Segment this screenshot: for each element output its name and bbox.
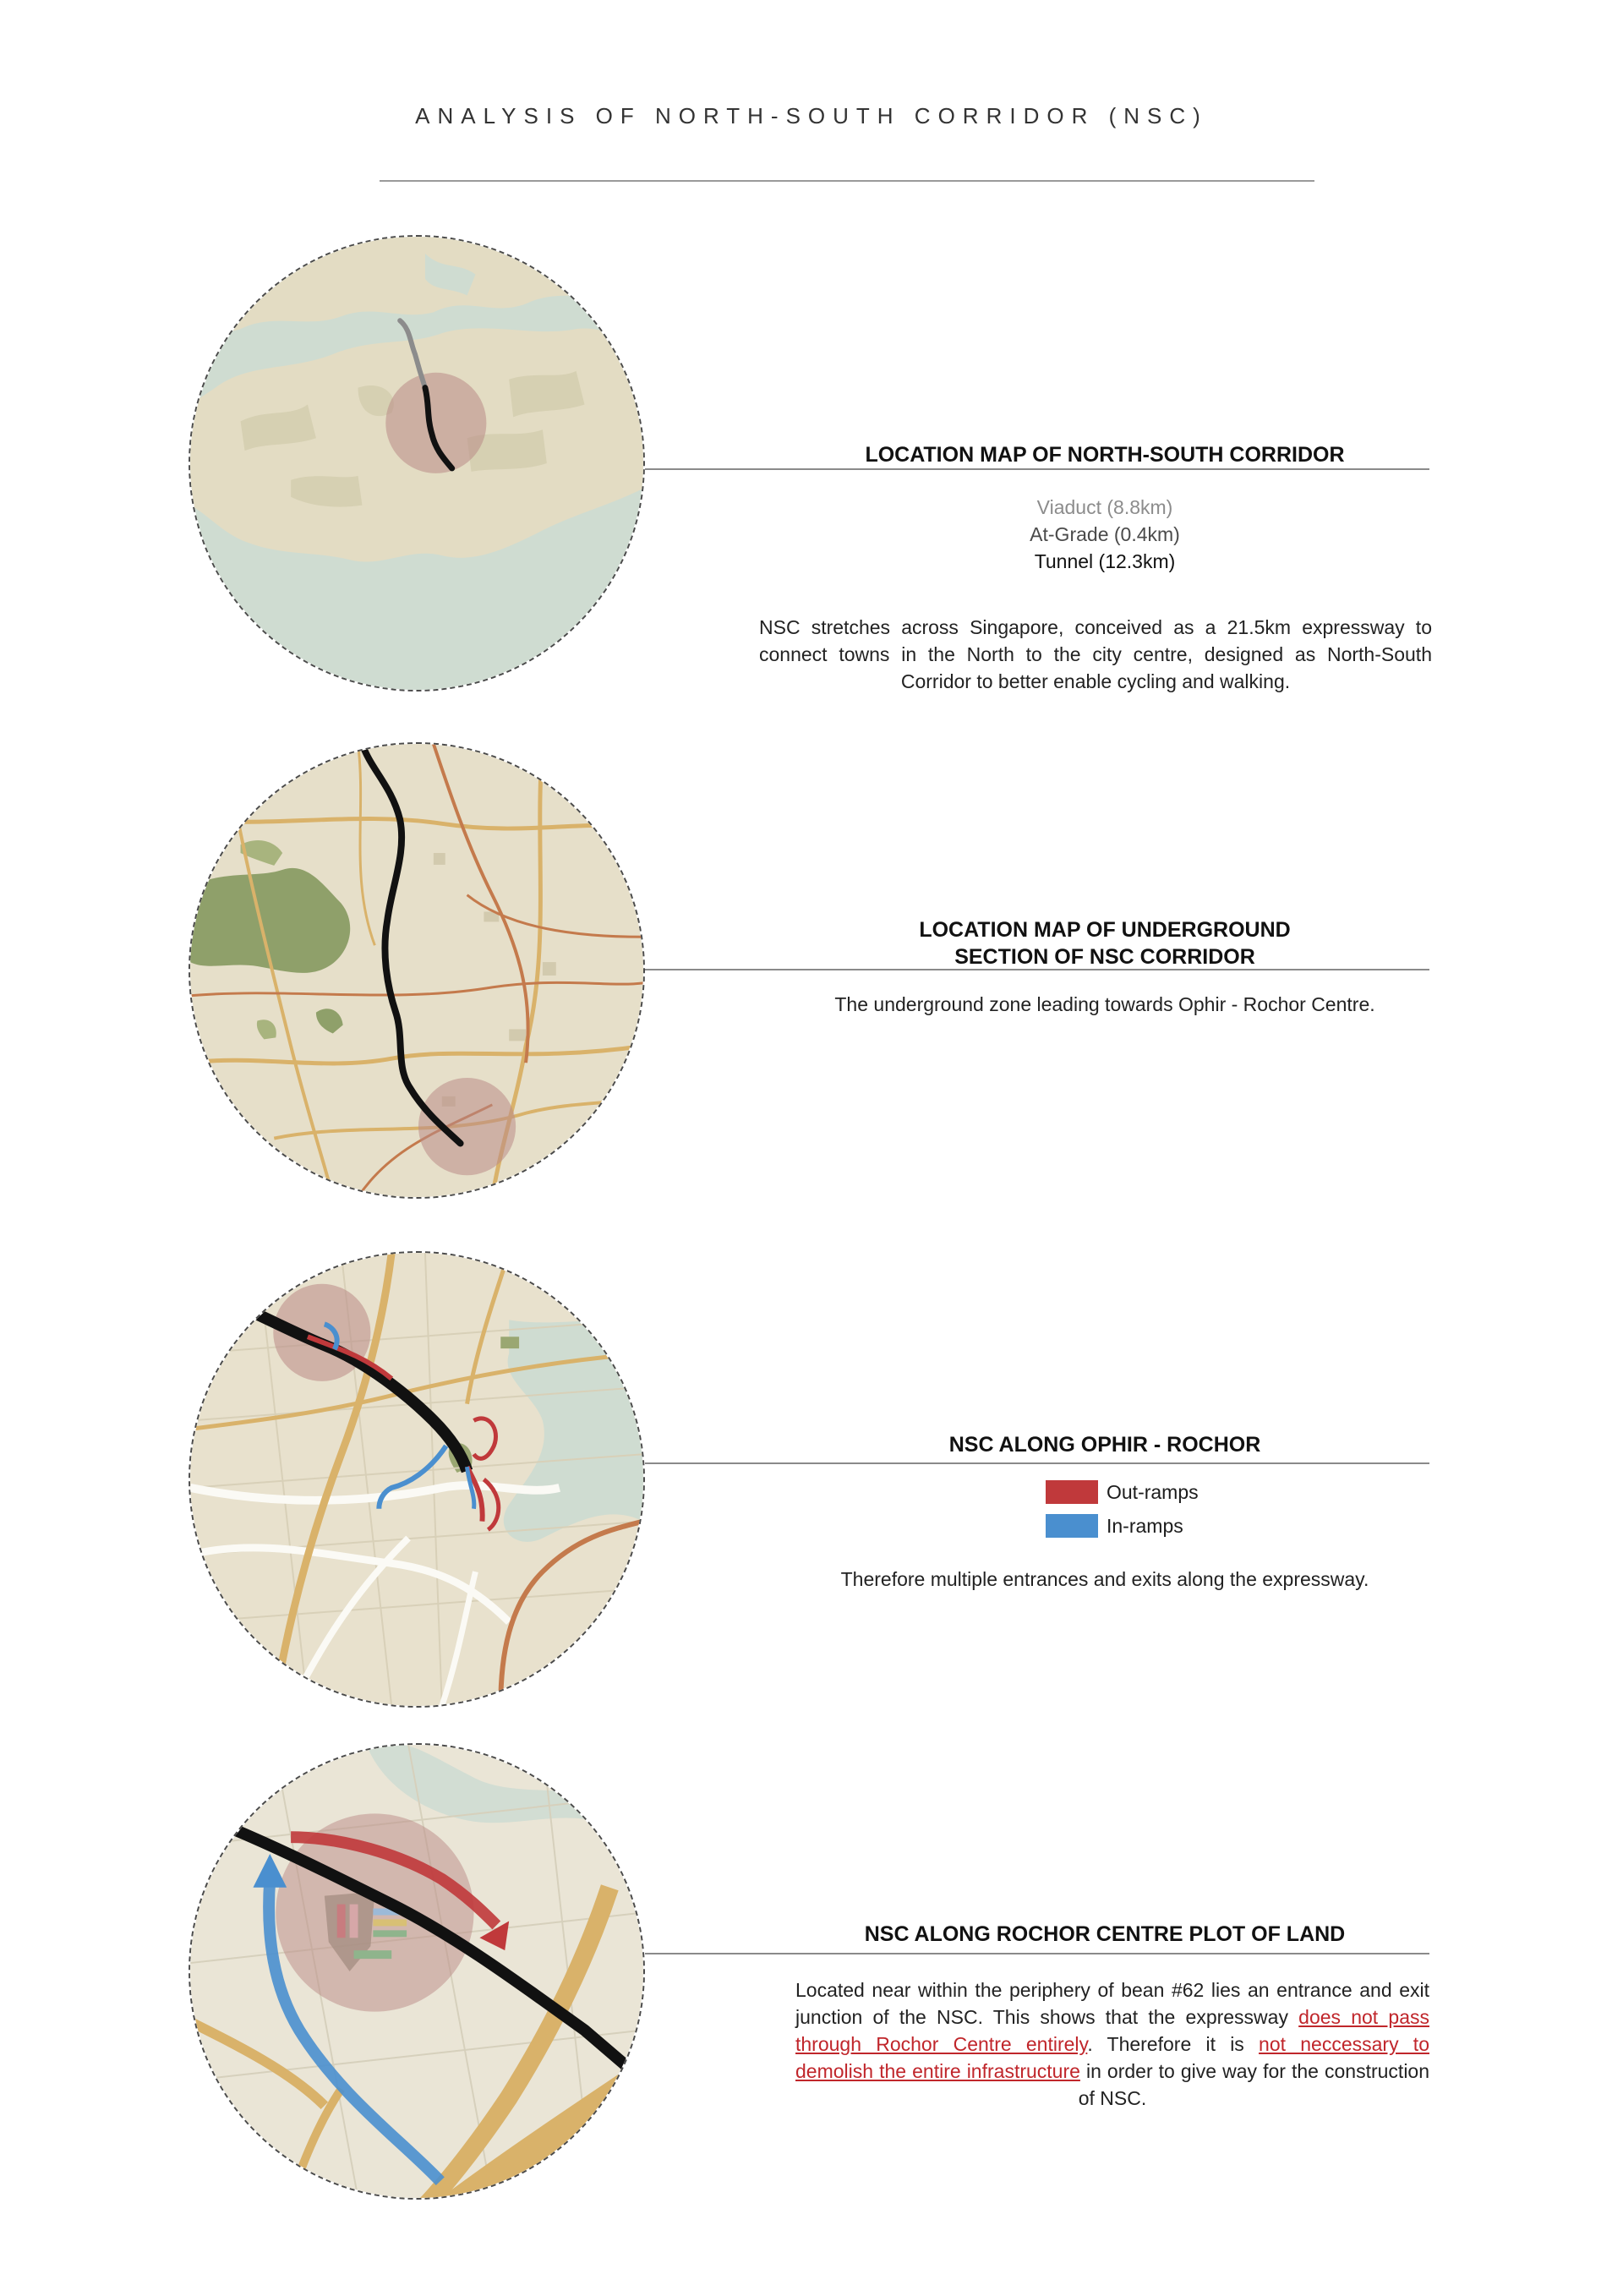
section-1-body: NSC stretches across Singapore, conceived as a 21.5km expressway to connect towns in the North to the city centre, designed as North-South Corridor to better enable cycling and walking. [759, 616, 1432, 692]
section-4-body-part-5: in order to give way for the construction of NSC. [1078, 2060, 1430, 2109]
legend-swatch-in-ramps [1046, 1514, 1098, 1538]
legend-label-out-ramps: Out-ramps [1107, 1480, 1199, 1503]
map-underground-section [189, 742, 645, 1199]
segment-at-grade: At-Grade (0.4km) [1030, 523, 1180, 545]
section-1-segment-list [750, 494, 1460, 575]
leader-line-1 [645, 468, 1429, 470]
legend-in-ramps [1046, 1514, 1183, 1538]
section-4-body-part-3: . Therefore it is [1087, 2033, 1260, 2055]
legend-label-in-ramps: In-ramps [1107, 1514, 1183, 1537]
section-4-body [795, 1976, 1429, 2112]
map-rochor-centre-plot [189, 1743, 645, 2200]
section-3-heading: NSC ALONG OPHIR - ROCHOR [948, 1433, 1261, 1457]
leader-line-4 [645, 1953, 1429, 1954]
leader-line-3 [645, 1462, 1429, 1464]
segment-tunnel: Tunnel (12.3km) [1034, 550, 1176, 572]
section-3-body: Therefore multiple entrances and exits along the expressway. [840, 1568, 1369, 1590]
section-4-body-part-1: Located near within the periphery of bean #62 lies an entrance and exit junction of the NSC. This shows that the expressway [795, 1979, 1429, 2028]
page-title: ANALYSIS OF NORTH-SOUTH CORRIDOR (NSC) [415, 103, 1208, 128]
map-ophir-rochor [189, 1251, 645, 1708]
section-2-heading [750, 916, 1460, 970]
legend-out-ramps [1046, 1480, 1199, 1504]
section-2-heading-line-1: LOCATION MAP OF UNDERGROUND [919, 918, 1291, 942]
section-4-heading: NSC ALONG ROCHOR CENTRE PLOT OF LAND [864, 1922, 1346, 1946]
map-singapore-overview [189, 235, 645, 692]
segment-viaduct: Viaduct (8.8km) [1036, 496, 1173, 518]
legend-swatch-out-ramps [1046, 1480, 1098, 1504]
section-2-heading-line-2: SECTION OF NSC CORRIDOR [954, 945, 1255, 969]
section-2-body: The underground zone leading towards Ophir - Rochor Centre. [834, 993, 1375, 1015]
title-divider [380, 180, 1314, 182]
highlight-does-not-pass: does not pass through Rochor Centre entirely [795, 2006, 1429, 2055]
highlight-not-necessary: not neccessary to demolish the entire infrastructure [795, 2033, 1429, 2082]
section-1-heading: LOCATION MAP OF NORTH-SOUTH CORRIDOR [865, 443, 1345, 467]
